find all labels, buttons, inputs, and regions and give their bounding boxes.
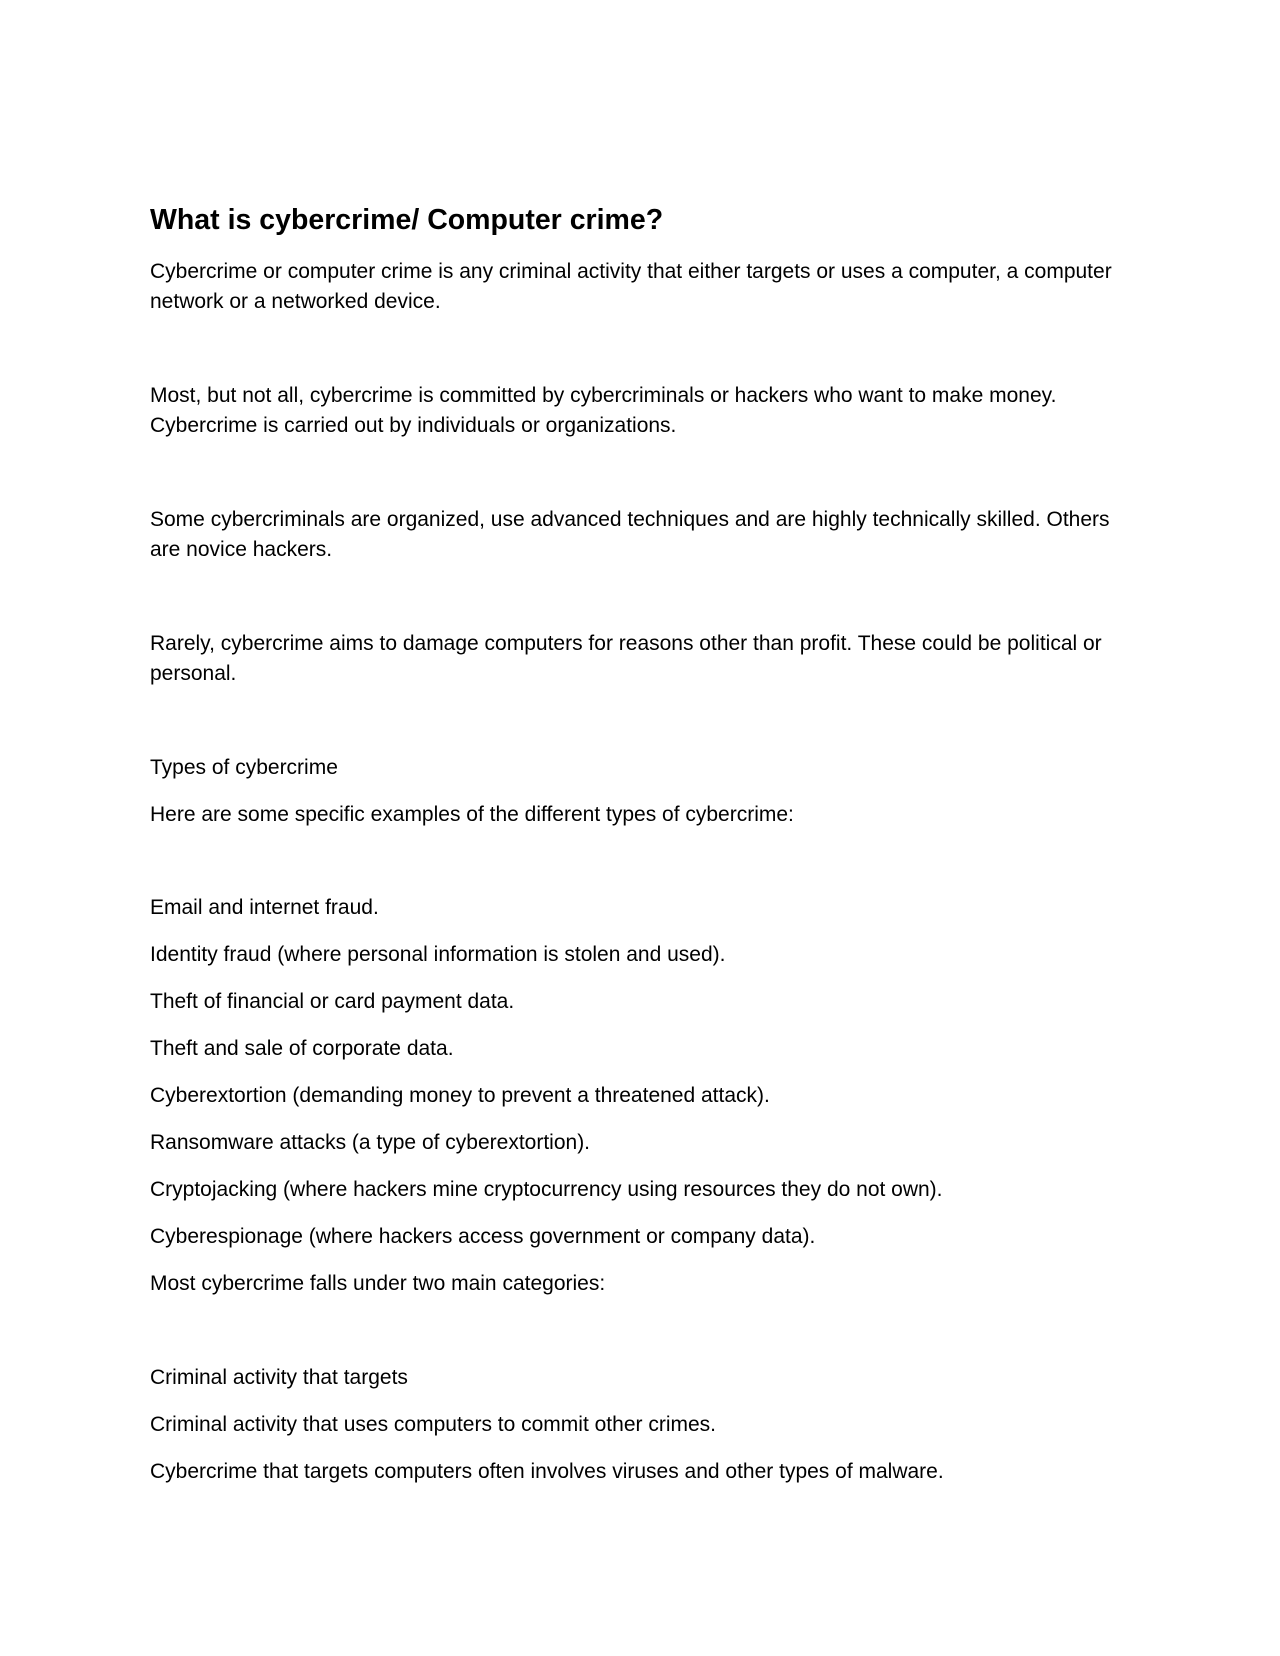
category-item: Cybercrime that targets computers often involves viruses and other types of malware. [150,1460,944,1483]
example-item: Ransomware attacks (a type of cyberextortion). [150,1131,591,1154]
example-item: Theft and sale of corporate data. [150,1037,454,1060]
example-item: Theft of financial or card payment data. [150,990,515,1013]
types-intro: Here are some specific examples of the different types of cybercrime: [150,803,794,826]
paragraph-other-reasons: Rarely, cybercrime aims to damage computers for reasons other than profit. These could be political or personal. [150,632,1102,685]
example-item: Cyberespionage (where hackers access government or company data). [150,1225,816,1248]
types-heading: Types of cybercrime [150,756,338,779]
example-item: Cryptojacking (where hackers mine cryptocurrency using resources they do not own). [150,1178,943,1201]
example-item: Email and internet fraud. [150,896,379,919]
paragraph-skill: Some cybercriminals are organized, use advanced techniques and are highly technically skilled. Others are novice hackers. [150,508,1110,561]
paragraph-definition: Cybercrime or computer crime is any criminal activity that either targets or uses a computer, a computer network or a networked device. [150,260,1112,313]
example-item: Most cybercrime falls under two main categories: [150,1272,606,1295]
paragraph-motivation: Most, but not all, cybercrime is committed by cybercriminals or hackers who want to make money. Cybercrime is carried out by individuals or organizations. [150,384,1057,437]
category-item: Criminal activity that targets [150,1366,408,1389]
category-item: Criminal activity that uses computers to commit other crimes. [150,1413,716,1436]
example-item: Identity fraud (where personal information is stolen and used). [150,943,726,966]
example-item: Cyberextortion (demanding money to prevent a threatened attack). [150,1084,770,1107]
document-title: What is cybercrime/ Computer crime? [150,204,664,236]
